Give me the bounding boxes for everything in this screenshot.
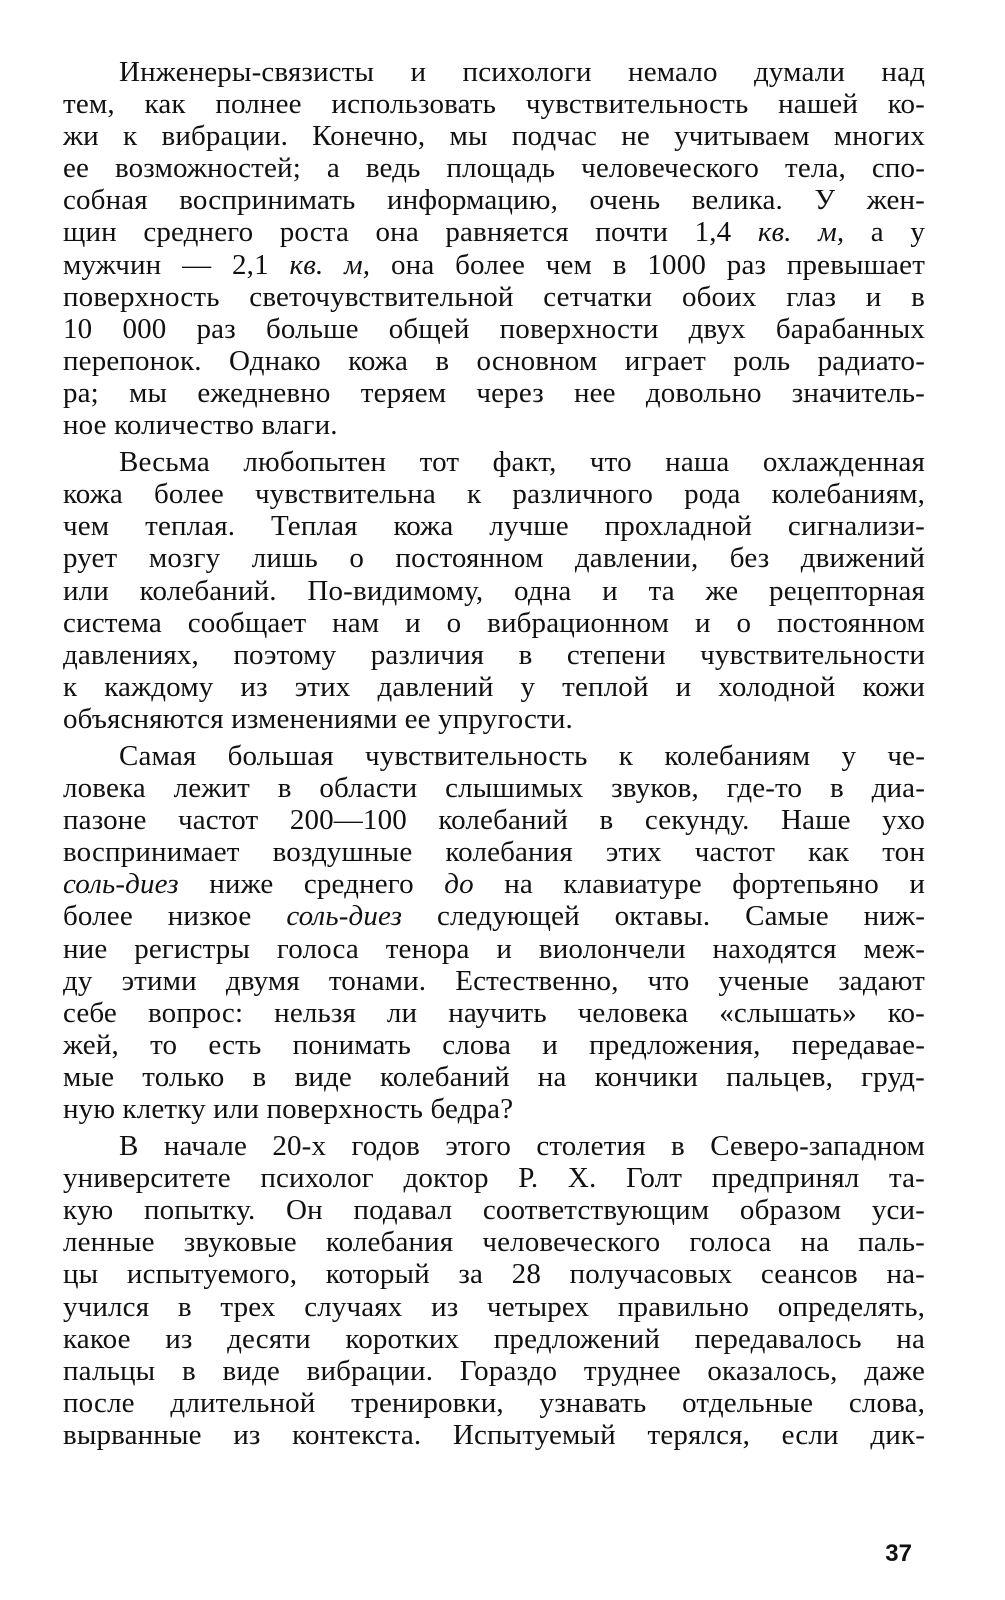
text-line: вырванные из контекста. Испытуемый терялся, если дик- bbox=[63, 1418, 925, 1451]
italic-term: кв. м, bbox=[289, 248, 371, 281]
text-run: а у bbox=[844, 216, 925, 249]
text-line: перепонок. Однако кожа в основном играет роль радиато- bbox=[63, 344, 925, 377]
text-line: ленные звуковые колебания человеческого голоса на паль- bbox=[63, 1226, 925, 1259]
text-line: ловека лежит в области слышимых звуков, где-то в диа- bbox=[63, 772, 925, 805]
text-line: ную клетку или поверхность бедра? bbox=[63, 1093, 514, 1125]
text-line: ра; мы ежедневно теряем через нее довольно значитель- bbox=[63, 376, 925, 409]
italic-term: соль-диез bbox=[286, 900, 403, 933]
italic-term: до bbox=[444, 868, 474, 901]
text-line: воспринимает воздушные колебания этих частот как тон bbox=[63, 836, 925, 869]
text-run: щин среднего роста она равняется почти 1,4 bbox=[63, 216, 758, 249]
paragraph bbox=[63, 740, 925, 1125]
text-line: чем теплая. Теплая кожа лучше прохладной сигнализи- bbox=[63, 510, 925, 543]
text-line: объясняются изменениями ее упругости. bbox=[63, 702, 573, 735]
text-line: система сообщает нам и о вибрационном и о постоянном bbox=[63, 606, 925, 639]
italic-term: кв. м, bbox=[757, 216, 845, 249]
text-line: учился в трех случаях из четырех правильно определять, bbox=[63, 1290, 925, 1323]
text-line: к каждому из этих давлений у теплой и холодной кожи bbox=[63, 670, 925, 703]
text-line: ние регистры голоса тенора и виолончели находятся меж- bbox=[63, 932, 925, 965]
text-run: она более чем в 1000 раз превышает bbox=[370, 248, 926, 281]
text-line: жи к вибрации. Конечно, мы подчас не учитываем многих bbox=[63, 120, 925, 153]
text-line: 10 000 раз больше общей поверхности двух барабанных bbox=[63, 312, 925, 345]
text-line: цы испытуемого, который за 28 получасовых сеансов на- bbox=[63, 1258, 925, 1291]
text-run: следующей октавы. Самые ниж- bbox=[402, 900, 925, 933]
text-line: университете психолог доктор Р. Х. Голт предпринял та- bbox=[63, 1162, 925, 1195]
page-body bbox=[63, 56, 925, 1451]
text-line: жей, то есть понимать слова и предложения, передавае- bbox=[63, 1028, 925, 1061]
text-line: ное количество влаги. bbox=[63, 409, 338, 442]
italic-term: соль-диез bbox=[63, 868, 179, 901]
text-line: Весьма любопытен тот факт, что наша охлажденная bbox=[119, 446, 925, 479]
text-line: тем, как полнее использовать чувствительность нашей ко- bbox=[63, 88, 925, 121]
text-line bbox=[63, 216, 925, 248]
paragraph bbox=[63, 446, 925, 735]
text-line: мые только в виде колебаний на кончики пальцев, груд- bbox=[63, 1060, 925, 1093]
text-line: себе вопрос: нельзя ли научить человека «слышать» ко- bbox=[63, 996, 925, 1029]
text-line: давлениях, поэтому различия в степени чувствительности bbox=[63, 638, 925, 671]
text-line: Инженеры-связисты и психологи немало думали над bbox=[119, 56, 925, 88]
text-line: В начале 20-х годов этого столетия в Северо-западном bbox=[119, 1130, 925, 1163]
paragraph bbox=[63, 1130, 925, 1451]
text-run: более низкое bbox=[63, 900, 287, 933]
text-run: мужчин — 2,1 bbox=[63, 248, 290, 281]
text-line bbox=[63, 868, 925, 900]
text-line: ее возможностей; а ведь площадь человеческого тела, спо- bbox=[63, 152, 925, 185]
text-run: ниже среднего bbox=[178, 868, 445, 901]
text-line bbox=[63, 900, 925, 932]
page-number: 37 bbox=[885, 1540, 912, 1567]
text-line: или колебаний. По-видимому, одна и та же рецепторная bbox=[63, 574, 925, 607]
paragraph bbox=[63, 56, 925, 441]
text-line: Самая большая чувствительность к колебаниям у че- bbox=[119, 739, 925, 772]
text-line: поверхность светочувствительной сетчатки обоих глаз и в bbox=[63, 280, 925, 313]
text-run: на клавиатуре фортепьяно и bbox=[473, 868, 926, 901]
text-line: кую попытку. Он подавал соответствующим образом уси- bbox=[63, 1194, 925, 1227]
text-line bbox=[63, 249, 925, 281]
text-line: пальцы в виде вибрации. Гораздо труднее оказалось, даже bbox=[63, 1354, 925, 1387]
text-line: собная воспринимать информацию, очень велика. У жен- bbox=[63, 184, 925, 217]
text-line: кожа более чувствительна к различного рода колебаниям, bbox=[63, 478, 925, 511]
text-line: рует мозгу лишь о постоянном давлении, без движений bbox=[63, 542, 925, 575]
text-line: ду этими двумя тонами. Естественно, что ученые задают bbox=[63, 964, 925, 997]
text-line: какое из десяти коротких предложений передавалось на bbox=[63, 1322, 925, 1355]
text-line: после длительной тренировки, узнавать отдельные слова, bbox=[63, 1386, 925, 1419]
text-line: пазоне частот 200—100 колебаний в секунду. Наше ухо bbox=[63, 804, 925, 837]
